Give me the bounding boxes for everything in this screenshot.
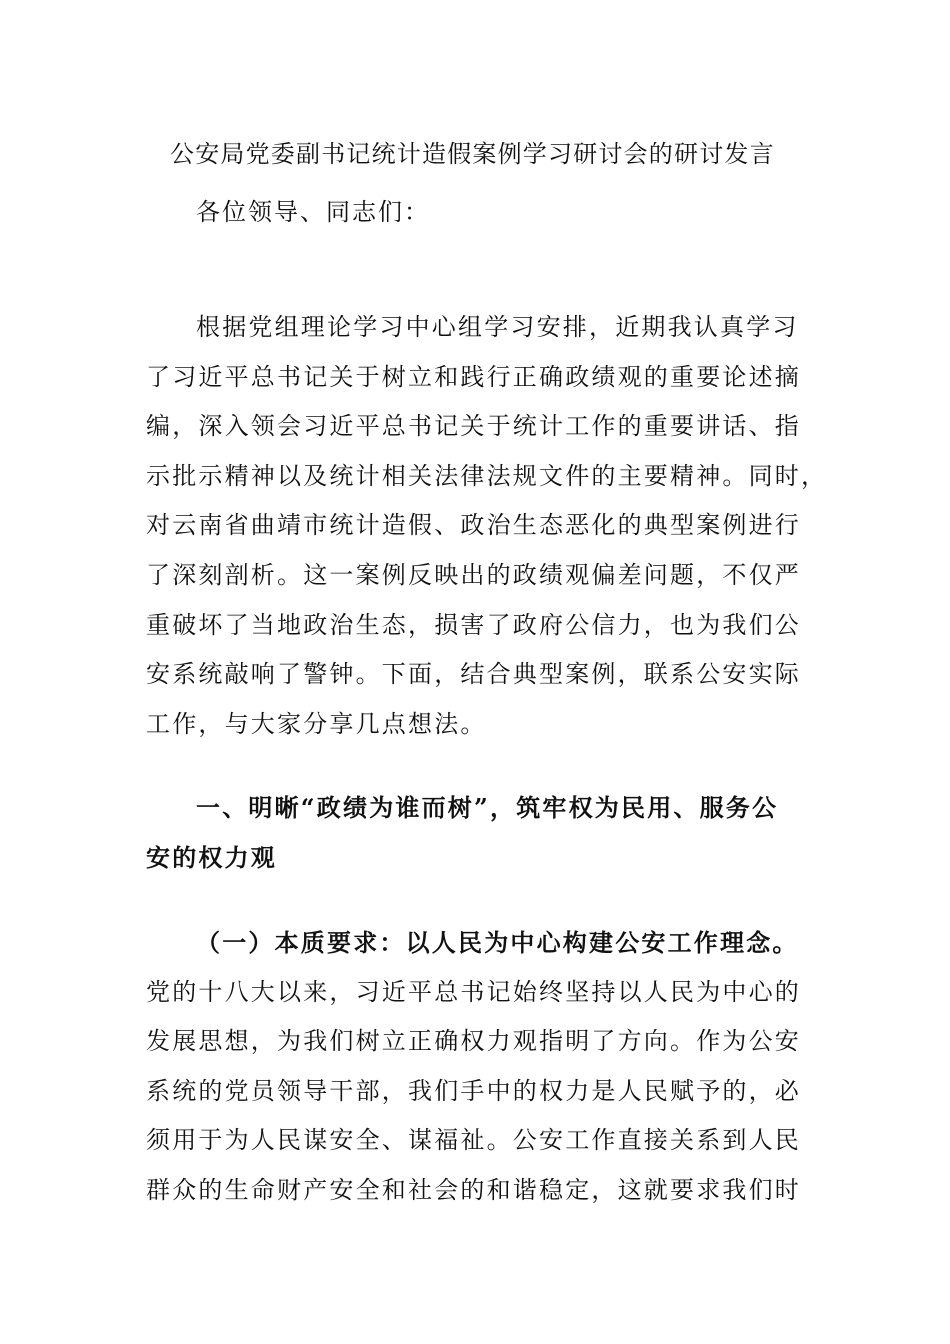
paragraph-line: 了习近平总书记关于树立和践行正确政绩观的重要论述摘 xyxy=(146,362,801,391)
paragraph-line: 根据党组理论学习中心组学习安排，近期我认真学习 xyxy=(196,313,799,341)
subsection-heading: （一）本质要求：以人民为中心构建公安工作理念。 xyxy=(196,928,799,957)
salutation: 各位领导、同志们： xyxy=(196,198,430,226)
paragraph-line: 对云南省曲靖市统计造假、政治生态恶化的典型案例进行 xyxy=(146,511,801,540)
document-title: 公安局党委副书记统计造假案例学习研讨会的研讨发言 xyxy=(170,140,775,168)
section-heading xyxy=(146,783,806,882)
paragraph-line: 编，深入领会习近平总书记关于统计工作的重要讲话、指 xyxy=(146,412,801,441)
paragraph-line: 群众的生命财产安全和社会的和谐稳定，这就要求我们时 xyxy=(146,1175,801,1204)
heading-line: 一、明晰“政绩为谁而树”，筑牢权为民用、服务公 xyxy=(196,793,779,822)
paragraph-line: 工作，与大家分享几点想法。 xyxy=(146,709,487,738)
paragraph-line: 示批示精神以及统计相关法律法规文件的主要精神。同时， xyxy=(146,461,828,490)
paragraph-line: 重破坏了当地政治生态，损害了政府公信力，也为我们公 xyxy=(146,610,801,639)
section-paragraph xyxy=(146,918,806,1216)
paragraph-line: 发展思想，为我们树立正确权力观指明了方向。作为公安 xyxy=(146,1027,801,1056)
intro-paragraph xyxy=(146,303,828,749)
paragraph-line: 党的十八大以来，习近平总书记始终坚持以人民为中心的 xyxy=(146,977,801,1006)
paragraph-line: 了深刻剖析。这一案例反映出的政绩观偏差问题，不仅严 xyxy=(146,560,801,589)
paragraph-line: 安系统敲响了警钟。下面，结合典型案例，联系公安实际 xyxy=(146,660,801,689)
heading-line: 安的权力观 xyxy=(146,842,277,872)
paragraph-line: 系统的党员领导干部，我们手中的权力是人民赋予的，必 xyxy=(146,1076,801,1105)
paragraph-line: 须用于为人民谋安全、谋福祉。公安工作直接关系到人民 xyxy=(146,1126,801,1155)
